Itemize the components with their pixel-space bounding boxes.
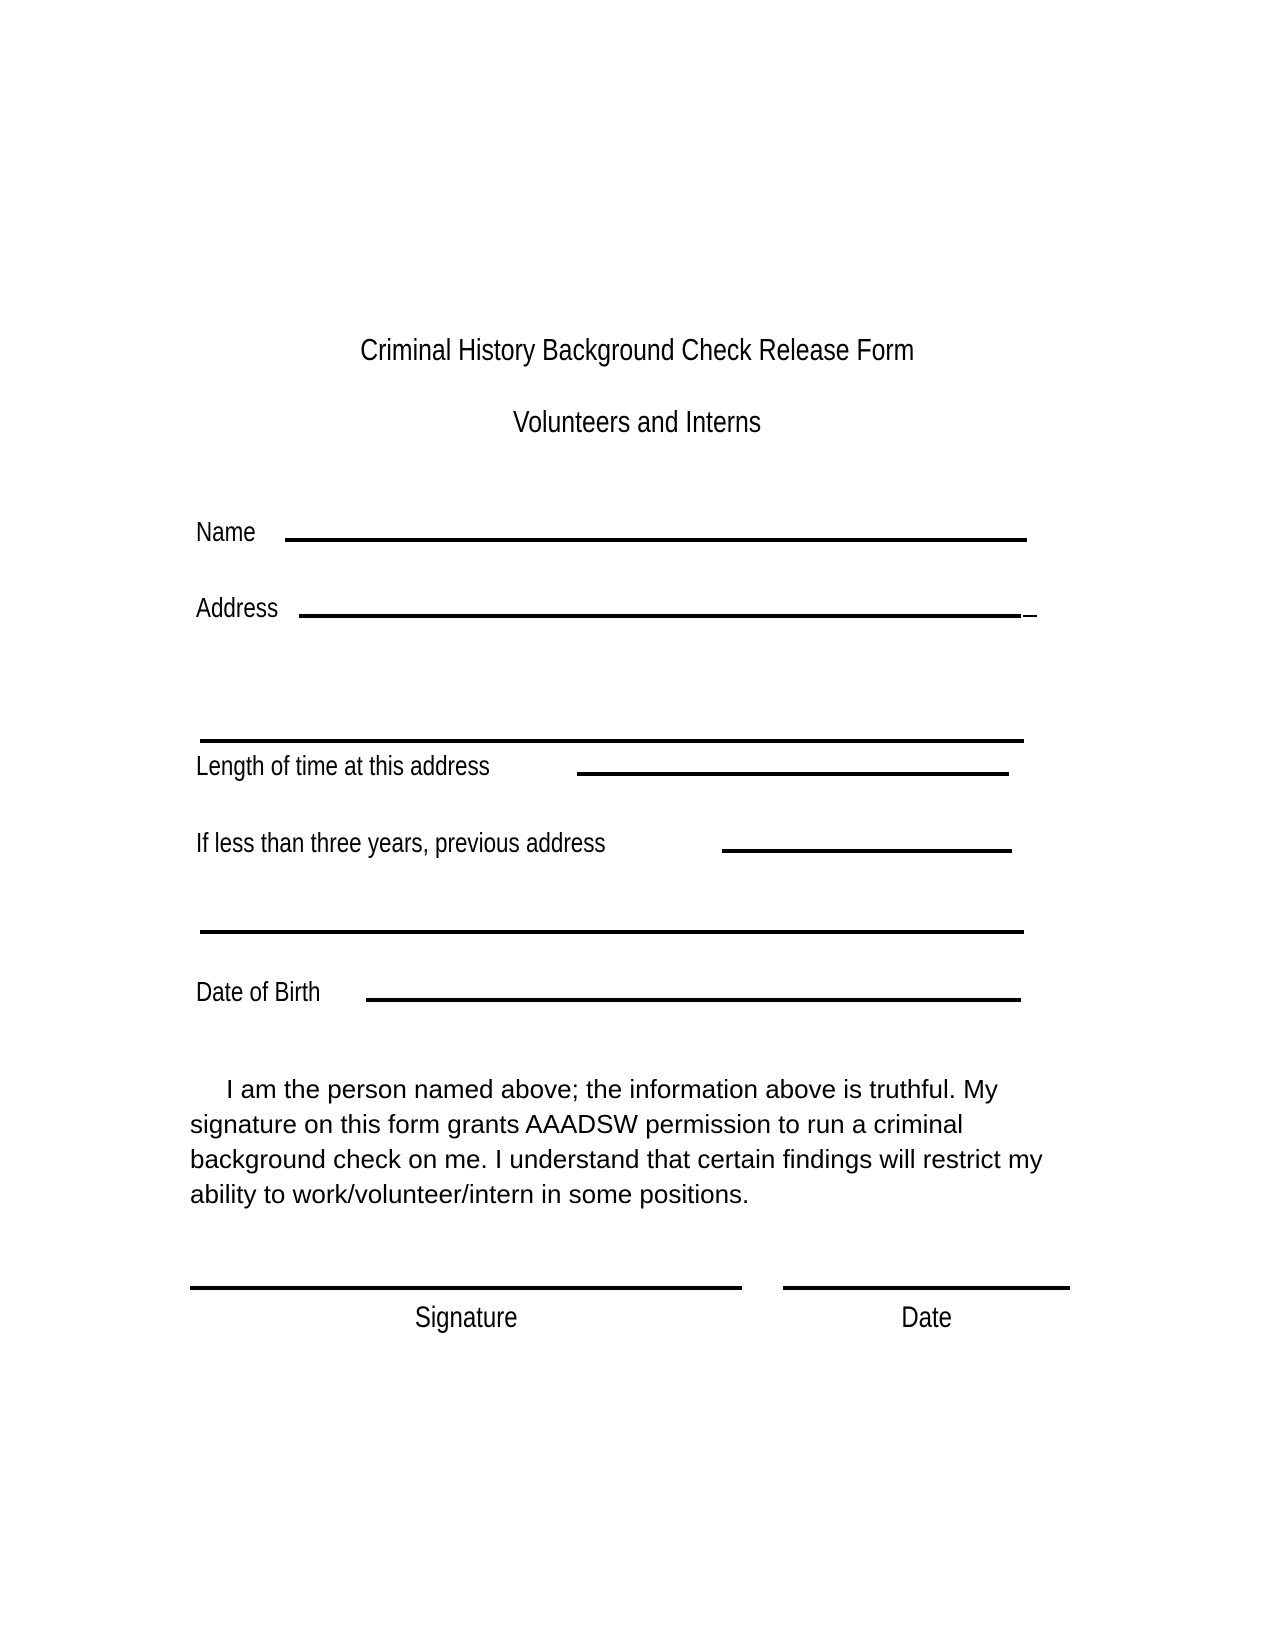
name-input-line[interactable] — [285, 538, 1027, 542]
field-row-address — [196, 592, 1076, 624]
title-block — [0, 330, 1275, 370]
signature-caption — [190, 1300, 742, 1336]
address-continuation-line[interactable] — [200, 739, 1024, 743]
length-of-time-input-line[interactable] — [577, 772, 1009, 776]
date-caption — [783, 1300, 1070, 1336]
name-label — [196, 516, 271, 548]
field-row-previous-address — [196, 827, 1076, 859]
length-of-time-label-text: Length of time at this address — [196, 750, 490, 781]
previous-address-label-text: If less than three years, previous address — [196, 827, 606, 858]
date-of-birth-label — [196, 976, 352, 1008]
previous-address-input-line[interactable] — [722, 849, 1012, 853]
date-caption-text: Date — [901, 1301, 952, 1334]
address-input-line-tail[interactable] — [1023, 615, 1037, 617]
address-label — [196, 592, 299, 624]
signature-line[interactable] — [190, 1286, 742, 1290]
page-subtitle-text: Volunteers and Interns — [513, 404, 762, 439]
field-row-name — [196, 516, 1036, 548]
consent-statement-text: I am the person named above; the information above is truthful. My signature on this form grants AAADSW permission to run a criminal background check on me. I understand that certain findings will restrict my ability to work/volunteer/intern in some positions. — [190, 1074, 1050, 1209]
field-row-date-of-birth — [196, 976, 1076, 1008]
page-subtitle — [0, 402, 1275, 442]
previous-address-continuation-line[interactable] — [200, 930, 1024, 934]
previous-address-label — [196, 827, 708, 859]
address-label-text: Address — [196, 592, 279, 623]
date-of-birth-input-line[interactable] — [366, 998, 1021, 1002]
name-label-text: Name — [196, 516, 256, 547]
page-title — [0, 330, 1275, 370]
length-of-time-label — [196, 750, 563, 782]
date-of-birth-label-text: Date of Birth — [196, 976, 321, 1007]
field-row-length-of-time — [196, 750, 1076, 782]
address-input-line[interactable] — [299, 614, 1021, 618]
consent-statement — [190, 1072, 1050, 1212]
date-line[interactable] — [783, 1286, 1070, 1290]
signature-caption-text: Signature — [414, 1301, 518, 1334]
page-title-text: Criminal History Background Check Release Form — [360, 332, 915, 367]
